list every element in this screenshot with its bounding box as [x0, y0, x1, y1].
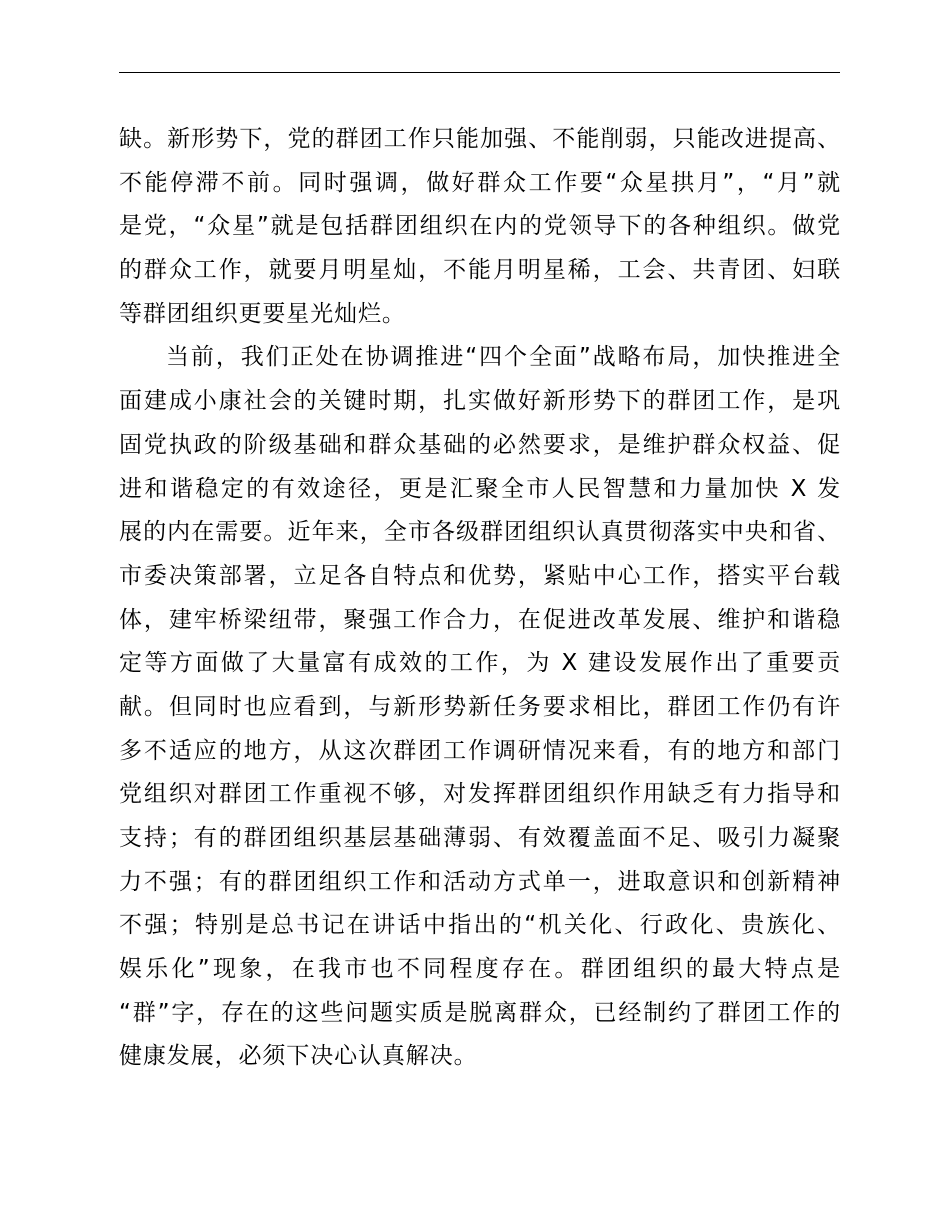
text-line: 力不强；有的群团组织工作和活动方式单一，进取意识和创新精神 [119, 868, 841, 895]
text-line: 市委决策部署，立足各自特点和优势，紧贴中心工作，搭实平台载 [119, 562, 841, 589]
text-line: 多不适应的地方，从这次群团工作调研情况来看，有的地方和部门 [119, 737, 841, 764]
text-line: 体，建牢桥梁纽带，聚强工作合力，在促进改革发展、维护和谐稳 [119, 606, 841, 633]
text-line: 献。但同时也应看到，与新形势新任务要求相比，群团工作仍有许 [119, 693, 841, 720]
text-line: 进和谐稳定的有效途径，更是汇聚全市人民智慧和力量加快 X 发 [119, 475, 841, 502]
text-line: 健康发展，必须下决心认真解决。 [119, 1043, 478, 1070]
text-line: 不能停滞不前。同时强调，做好群众工作要“众星拱月”，“月”就 [119, 169, 841, 196]
body-text [119, 118, 841, 1079]
text-line: 党组织对群团工作重视不够，对发挥群团组织作用缺乏有力指导和 [119, 781, 841, 808]
paragraph-1 [119, 118, 841, 336]
text-line: 面建成小康社会的关键时期，扎实做好新形势下的群团工作，是巩 [119, 388, 841, 415]
text-line: “群”字，存在的这些问题实质是脱离群众，已经制约了群团工作的 [119, 999, 841, 1026]
text-line: 缺。新形势下，党的群团工作只能加强、不能削弱，只能改进提高、 [119, 126, 841, 152]
text-line: 展的内在需要。近年来，全市各级群团组织认真贯彻落实中央和省、 [119, 519, 841, 546]
text-line: 等群团组织更要星光灿烂。 [119, 300, 406, 327]
text-line: 的群众工作，就要月明星灿，不能月明星稀，工会、共青团、妇联 [119, 257, 841, 284]
text-line: 不强；特别是总书记在讲话中指出的“机关化、行政化、贵族化、 [119, 912, 841, 939]
text-line: 是党，“众星”就是包括群团组织在内的党领导下的各种组织。做党 [119, 213, 841, 240]
text-line: 当前，我们正处在协调推进“四个全面”战略布局，加快推进全 [166, 344, 841, 371]
text-line: 娱乐化”现象，在我市也不同程度存在。群团组织的最大特点是 [119, 956, 841, 983]
text-line: 定等方面做了大量富有成效的工作，为 X 建设发展作出了重要贡 [119, 650, 841, 677]
text-line: 固党执政的阶级基础和群众基础的必然要求，是维护群众权益、促 [119, 431, 841, 458]
text-line: 支持；有的群团组织基层基础薄弱、有效覆盖面不足、吸引力凝聚 [119, 825, 841, 851]
header-rule [119, 72, 840, 73]
paragraph-2 [119, 336, 841, 1079]
